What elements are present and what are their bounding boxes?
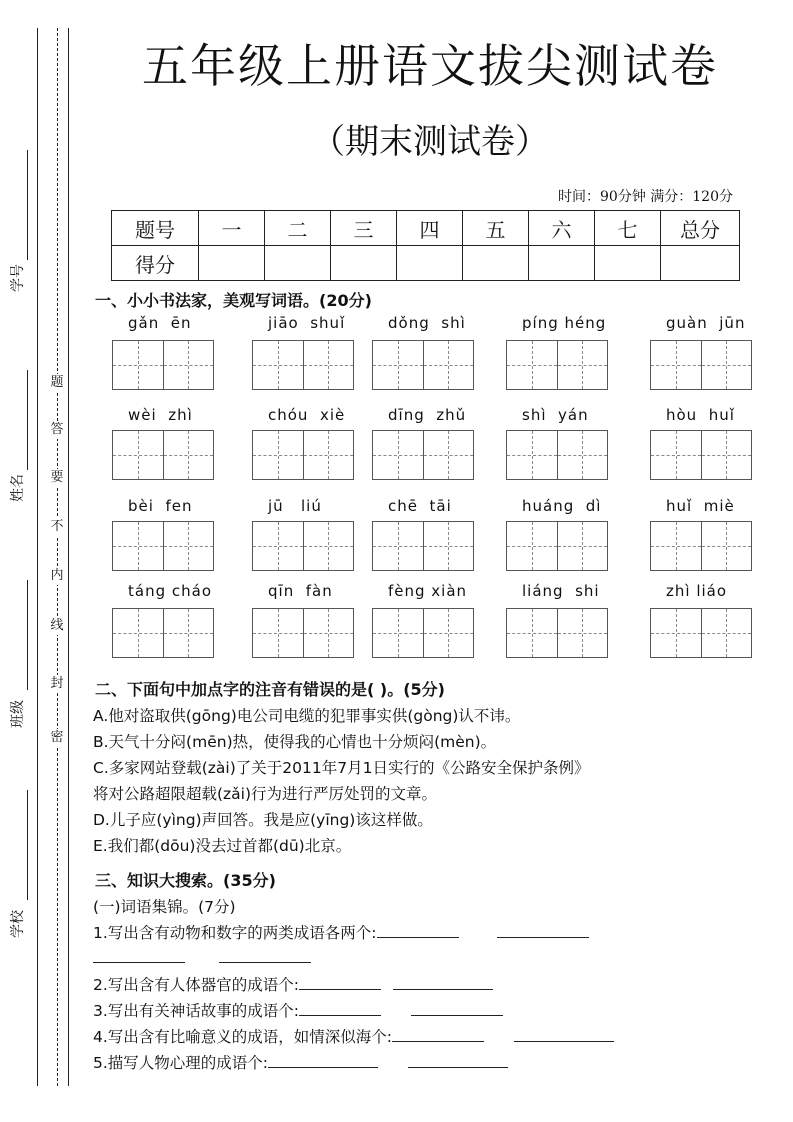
page-title: 五年级上册语文拔尖测试卷 — [142, 39, 718, 93]
student-no-label: 学号 — [10, 264, 26, 292]
writing-grid[interactable] — [372, 340, 474, 390]
question-1-continued — [93, 948, 311, 967]
answer-blank[interactable] — [377, 923, 459, 938]
class-label: 班级 — [10, 700, 26, 728]
writing-cell[interactable] — [113, 609, 164, 657]
writing-grid[interactable] — [112, 340, 214, 390]
page-subtitle: （期末测试卷） — [311, 122, 549, 162]
seal-char-6: 线 — [50, 618, 64, 633]
question-1-text: 1.写出含有动物和数字的两类成语各两个: — [93, 924, 377, 942]
writing-cell[interactable] — [558, 522, 608, 570]
writing-grid[interactable] — [506, 521, 608, 571]
writing-cell[interactable] — [507, 609, 558, 657]
writing-cell[interactable] — [424, 341, 474, 389]
name-label: 姓名 — [10, 474, 26, 502]
seal-char-7: 封 — [50, 676, 64, 691]
writing-cell[interactable] — [651, 341, 702, 389]
answer-blank[interactable] — [219, 948, 311, 963]
seal-char-3: 要 — [50, 470, 64, 485]
writing-grid[interactable] — [252, 521, 354, 571]
writing-grid[interactable] — [112, 521, 214, 571]
writing-cell[interactable] — [651, 431, 702, 479]
writing-cell[interactable] — [304, 609, 354, 657]
pinyin-label: guàn jūn — [666, 314, 746, 332]
binding-outer-line — [37, 28, 38, 1086]
writing-grid[interactable] — [650, 430, 752, 480]
pinyin-label: wèi zhì — [128, 406, 193, 424]
pinyin-label: hòu huǐ — [666, 406, 735, 424]
score-header-cell: 题号 — [112, 211, 199, 246]
seal-char-2: 答 — [50, 422, 64, 437]
answer-blank[interactable] — [514, 1027, 614, 1042]
question-3-text: 3.写出有关神话故事的成语个: — [93, 1002, 300, 1020]
answer-blank[interactable] — [392, 1027, 484, 1042]
writing-cell[interactable] — [424, 522, 474, 570]
option-d: D.儿子应(yìng)声回答。我是应(yīng)该这样做。 — [93, 811, 433, 829]
writing-cell[interactable] — [164, 609, 214, 657]
school-blank[interactable] — [27, 790, 28, 900]
question-4-text: 4.写出含有比喻意义的成语，如情深似海个: — [93, 1028, 393, 1046]
answer-blank[interactable] — [299, 975, 381, 990]
score-header-cell: 总分 — [661, 211, 740, 246]
writing-grid[interactable] — [650, 608, 752, 658]
writing-cell[interactable] — [651, 609, 702, 657]
question-5 — [93, 1051, 508, 1073]
score-header-cell: 七 — [595, 211, 661, 246]
answer-blank[interactable] — [411, 1001, 503, 1016]
pinyin-label: huáng dì — [522, 497, 602, 515]
seal-char-1: 题 — [50, 375, 64, 390]
answer-blank[interactable] — [93, 948, 185, 963]
writing-cell[interactable] — [113, 522, 164, 570]
score-header-cell: 六 — [529, 211, 595, 246]
writing-grid[interactable] — [112, 608, 214, 658]
question-2-text: 2.写出含有人体器官的成语个: — [93, 976, 300, 994]
binding-seal-line — [57, 28, 58, 1086]
writing-cell[interactable] — [651, 522, 702, 570]
pinyin-label: zhì liáo — [666, 582, 728, 600]
question-4 — [93, 1025, 614, 1047]
writing-cell[interactable] — [558, 341, 608, 389]
section1-heading: 一、小小书法家，美观写词语。(20分) — [95, 291, 372, 310]
pinyin-label: huǐ miè — [666, 497, 735, 515]
pinyin-label: fèng xiàn — [388, 582, 468, 600]
pinyin-label: jiāo shuǐ — [268, 314, 346, 332]
answer-blank[interactable] — [393, 975, 493, 990]
pinyin-label: bèi fen — [128, 497, 193, 515]
question-1 — [93, 921, 589, 943]
writing-cell[interactable] — [164, 522, 214, 570]
score-table — [111, 210, 740, 281]
answer-blank[interactable] — [408, 1053, 508, 1068]
score-cell[interactable] — [463, 246, 529, 281]
writing-cell[interactable] — [164, 341, 214, 389]
binding-inner-line — [68, 28, 69, 1086]
score-header-cell: 四 — [397, 211, 463, 246]
class-blank[interactable] — [27, 580, 28, 690]
question-5-text: 5.描写人物心理的成语个: — [93, 1054, 269, 1072]
seal-char-8: 密 — [50, 730, 64, 745]
pinyin-label: qīn fàn — [268, 582, 333, 600]
pinyin-label: táng cháo — [128, 582, 212, 600]
writing-cell[interactable] — [702, 609, 752, 657]
writing-cell[interactable] — [113, 341, 164, 389]
score-header-cell: 二 — [265, 211, 331, 246]
option-e: E.我们都(dōu)没去过首都(dū)北京。 — [93, 837, 352, 855]
writing-cell[interactable] — [253, 609, 304, 657]
score-cell[interactable] — [595, 246, 661, 281]
writing-cell[interactable] — [304, 522, 354, 570]
writing-cell[interactable] — [373, 431, 424, 479]
writing-cell[interactable] — [702, 522, 752, 570]
writing-cell[interactable] — [304, 431, 354, 479]
score-cell[interactable] — [661, 246, 740, 281]
answer-blank[interactable] — [299, 1001, 381, 1016]
writing-cell[interactable] — [373, 341, 424, 389]
score-header-cell: 一 — [199, 211, 265, 246]
writing-cell[interactable] — [253, 341, 304, 389]
pinyin-label: chóu xiè — [268, 406, 346, 424]
writing-cell[interactable] — [304, 341, 354, 389]
score-cell[interactable] — [265, 246, 331, 281]
name-blank[interactable] — [27, 370, 28, 470]
writing-grid[interactable] — [650, 340, 752, 390]
score-cell[interactable] — [331, 246, 397, 281]
writing-cell[interactable] — [507, 431, 558, 479]
writing-grid[interactable] — [112, 430, 214, 480]
writing-cell[interactable] — [558, 609, 608, 657]
pinyin-label: gǎn ēn — [128, 314, 192, 332]
pinyin-label: liáng shi — [522, 582, 600, 600]
section3-heading: 三、知识大搜索。(35分) — [95, 871, 276, 890]
score-cell[interactable] — [397, 246, 463, 281]
pinyin-label: dīng zhǔ — [388, 406, 467, 424]
pinyin-label: píng héng — [522, 314, 607, 332]
writing-cell[interactable] — [253, 522, 304, 570]
pinyin-label: jū liú — [268, 497, 322, 515]
student-no-blank[interactable] — [27, 150, 28, 260]
writing-cell[interactable] — [373, 522, 424, 570]
score-header-cell: 五 — [463, 211, 529, 246]
answer-blank[interactable] — [497, 923, 589, 938]
pinyin-label: shì yán — [522, 406, 589, 424]
question-3 — [93, 999, 503, 1021]
writing-grid[interactable] — [252, 608, 354, 658]
answer-blank[interactable] — [268, 1053, 378, 1068]
seal-char-4: 不 — [50, 519, 64, 534]
score-header-cell: 三 — [331, 211, 397, 246]
writing-grid[interactable] — [372, 608, 474, 658]
writing-cell[interactable] — [113, 431, 164, 479]
writing-grid[interactable] — [650, 521, 752, 571]
question-2 — [93, 973, 493, 995]
pinyin-label: dǒng shì — [388, 314, 466, 332]
score-row-label: 得分 — [112, 246, 199, 281]
writing-grid[interactable] — [372, 430, 474, 480]
school-label: 学校 — [10, 910, 26, 938]
writing-cell[interactable] — [702, 431, 752, 479]
score-cell[interactable] — [529, 246, 595, 281]
writing-cell[interactable] — [558, 431, 608, 479]
writing-cell[interactable] — [164, 431, 214, 479]
writing-cell[interactable] — [507, 522, 558, 570]
writing-cell[interactable] — [424, 431, 474, 479]
score-table-header-row — [112, 211, 740, 246]
writing-cell[interactable] — [702, 341, 752, 389]
writing-cell[interactable] — [507, 341, 558, 389]
seal-char-5: 内 — [50, 568, 64, 583]
option-a: A.他对盗取供(gōng)电公司电缆的犯罪事实供(gòng)认不讳。 — [93, 707, 521, 725]
time-info: 时间：90分钟 满分：120分 — [558, 189, 733, 205]
section2-heading: 二、下面句中加点字的注音有错误的是( )。(5分) — [95, 680, 445, 699]
pinyin-label: chē tāi — [388, 497, 452, 515]
writing-grid[interactable] — [252, 430, 354, 480]
option-c: C.多家网站登载(zài)了关于2011年7月1日实行的《公路安全保护条例》 — [93, 759, 590, 777]
writing-grid[interactable] — [506, 608, 608, 658]
writing-grid[interactable] — [372, 521, 474, 571]
option-b: B.天气十分闷(mēn)热，使得我的心情也十分烦闷(mèn)。 — [93, 733, 497, 751]
writing-cell[interactable] — [373, 609, 424, 657]
score-table-score-row — [112, 246, 740, 281]
writing-grid[interactable] — [506, 430, 608, 480]
writing-cell[interactable] — [253, 431, 304, 479]
writing-cell[interactable] — [424, 609, 474, 657]
section3-sub1: (一)词语集锦。(7分) — [93, 898, 236, 916]
score-cell[interactable] — [199, 246, 265, 281]
option-c-continued: 将对公路超限超载(zǎi)行为进行严厉处罚的文章。 — [93, 785, 438, 803]
writing-grid[interactable] — [252, 340, 354, 390]
writing-grid[interactable] — [506, 340, 608, 390]
